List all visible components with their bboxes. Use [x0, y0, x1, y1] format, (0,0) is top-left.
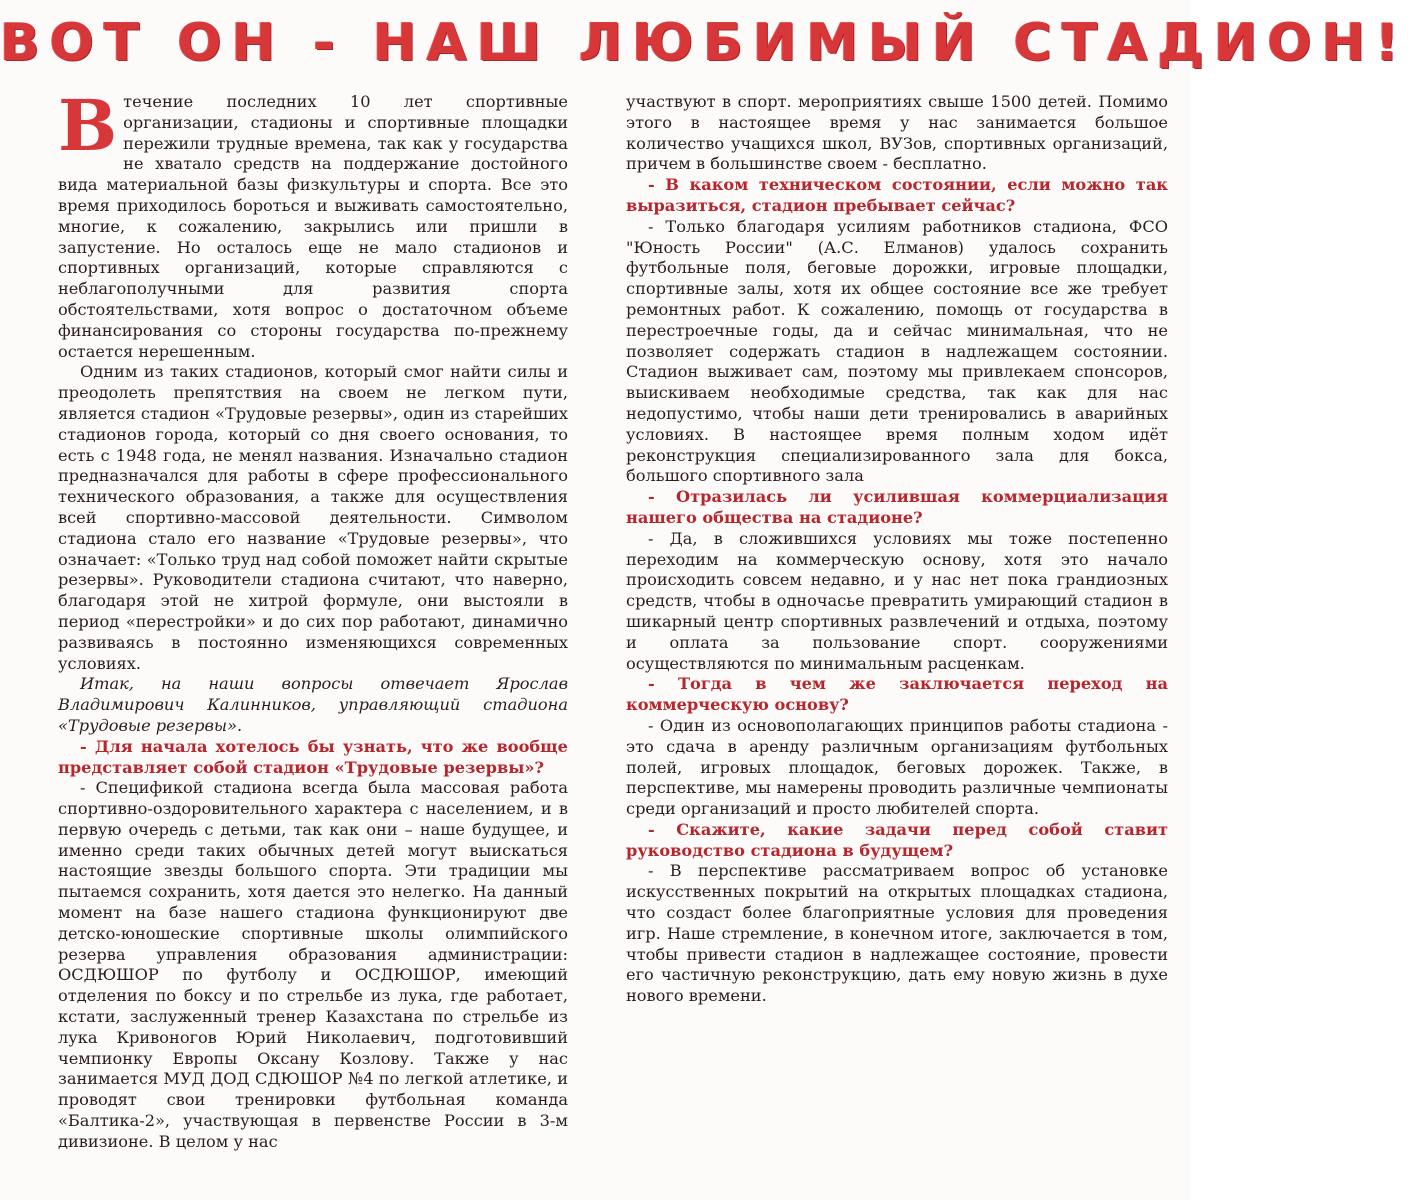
question-1: - Для начала хотелось бы узнать, что же вообще представляет собой стадион «Трудовые резервы»? [58, 736, 568, 777]
right-column [626, 92, 1168, 1007]
answer-5: - В перспективе рассматриваем вопрос об установке искусственных покрытий на открытых площадках стадиона, что создаст более благоприятные условия для проведения игр. Наше стремление, в конечном итоге, заключается в том, чтобы привести стадион в надлежащее состояние, провести его частичную реконструкцию, дать ему новую жизнь в духе нового времени. [626, 861, 1168, 1006]
answer-2: - Только благодаря усилиям работников стадиона, ФСО "Юность России" (А.С. Елманов) удалось сохранить футбольные поля, беговые дорожки, игровые площадки, спортивные залы, хотя их общее состояние все же требует ремонтных работ. К сожалению, помощь от государства в перестроечные годы, да и сейчас минимальная, что не позволяет содержать стадион в надлежащем состоянии. Стадион выживает сам, поэтому мы привлекаем спонсоров, выискиваем необходимые средства, так как для нас недопустимо, чтобы наши дети тренировались в аварийных условиях. В настоящее время полным ходом идёт реконструкция специализированного зала для бокса, большого спортивного зала [626, 216, 1168, 486]
interview-intro: Итак, на наши вопросы отвечает Ярослав Владимирович Калинников, управляющий стадиона «Трудовые резервы». [58, 674, 568, 735]
lead-paragraph [58, 84, 568, 362]
left-column [58, 84, 568, 1153]
answer-4: - Один из основополагающих принципов работы стадиона - это сдача в аренду различным организациям футбольных полей, игровых площадок, беговых дорожек. Также, в перспективе, мы намерены проводить различные чемпионаты среди организаций и просто любителей спорта. [626, 715, 1168, 819]
paragraph-2: Одним из таких стадионов, который смог найти силы и преодолеть препятствия на своем не легком пути, является стадион «Трудовые резервы», один из старейших стадионов города, который со дня своего основания, то есть с 1948 года, не менял названия. Изначально стадион предназначался для работы в сфере профессионального технического образования, а также для осуществления всей спортивно-массовой деятельности. Символом стадиона стало его название «Трудовые резервы», что означает: «Только труд над собой поможет найти скрытые резервы». Руководители стадиона считают, что наверно, благодаря этой не хитрой формуле, они выстояли в период «перестройки» и до сих пор работают, динамично развиваясь в постоянно изменяющихся современных условиях. [58, 362, 568, 673]
question-4: - Тогда в чем же заключается переход на коммерческую основу? [626, 674, 1168, 715]
answer-1: - Спецификой стадиона всегда была массовая работа спортивно-оздоровительного характера с населением, и в первую очередь с детьми, так как они – наше будущее, и именно среди таких обычных детей могут выискаться настоящие звезды большого спорта. Эти традиции мы пытаемся сохранить, хотя дается это нелегко. На данный момент на базе нашего стадиона функционируют две детско-юношеские спортивные школы олимпийского резерва управления образования администрации: ОСДЮШОР по футболу и ОСДЮШОР, имеющий отделения по боксу и по стрельбе из лука, где работает, кстати, заслуженный тренер Казахстана по стрельбе из лука Кривоногов Юрий Николаевич, подготовивший чемпионку Европы Оксану Козлову. Также у нас занимается МУД ДОД СДЮШОР №4 по легкой атлетике, и проводят свои тренировки футбольная команда «Балтика-2», участвующая в первенстве России в 3-м дивизионе. В целом у нас [58, 778, 568, 1151]
lead-text: течение последних 10 лет спортивные организации, стадионы и спортивные площадки пережили трудные времена, так как у государства не хватало средств на поддержание достойного вида материальной базы физкультуры и спорта. Все это время приходилось бороться и выживать самостоятельно, многие, к сожалению, закрылись или пришли в запустение. Но осталось еще не мало стадионов и спортивных организаций, которые справляются с неблагополучными для развития спорта обстоятельствами, хотя вопрос о достаточном объеме финансирования со стороны государства по-прежнему остается нерешенным. [58, 92, 568, 361]
answer-1-continued: участвуют в спорт. мероприятиях свыше 1500 детей. Помимо этого в настоящее время у нас занимается большое количество учащихся школ, ВУЗов, спортивных организаций, причем в большинстве своем - бесплатно. [626, 92, 1168, 174]
question-3: - Отразилась ли усилившая коммерциализация нашего общества на стадионе? [626, 487, 1168, 527]
question-2: - В каком техническом состоянии, если можно так выразиться, стадион пребывает сейчас? [626, 175, 1168, 215]
drop-cap: В [58, 84, 118, 167]
answer-3: - Да, в сложившихся условиях мы тоже постепенно переходим на коммерческую основу, хотя это начало происходить совсем недавно, и у нас нет пока грандиозных средств, чтобы в одночасье превратить умирающий стадион в шикарный центр спортивных развлечений и отдыха, поэтому и оплата за пользование спорт. сооружениями осуществляются по минимальным расценкам. [626, 528, 1168, 673]
question-5: - Скажите, какие задачи перед собой ставит руководство стадиона в будущем? [626, 819, 1168, 860]
headline: ВОТ ОН - НАШ ЛЮБИМЫЙ СТАДИОН! [0, 13, 1409, 73]
